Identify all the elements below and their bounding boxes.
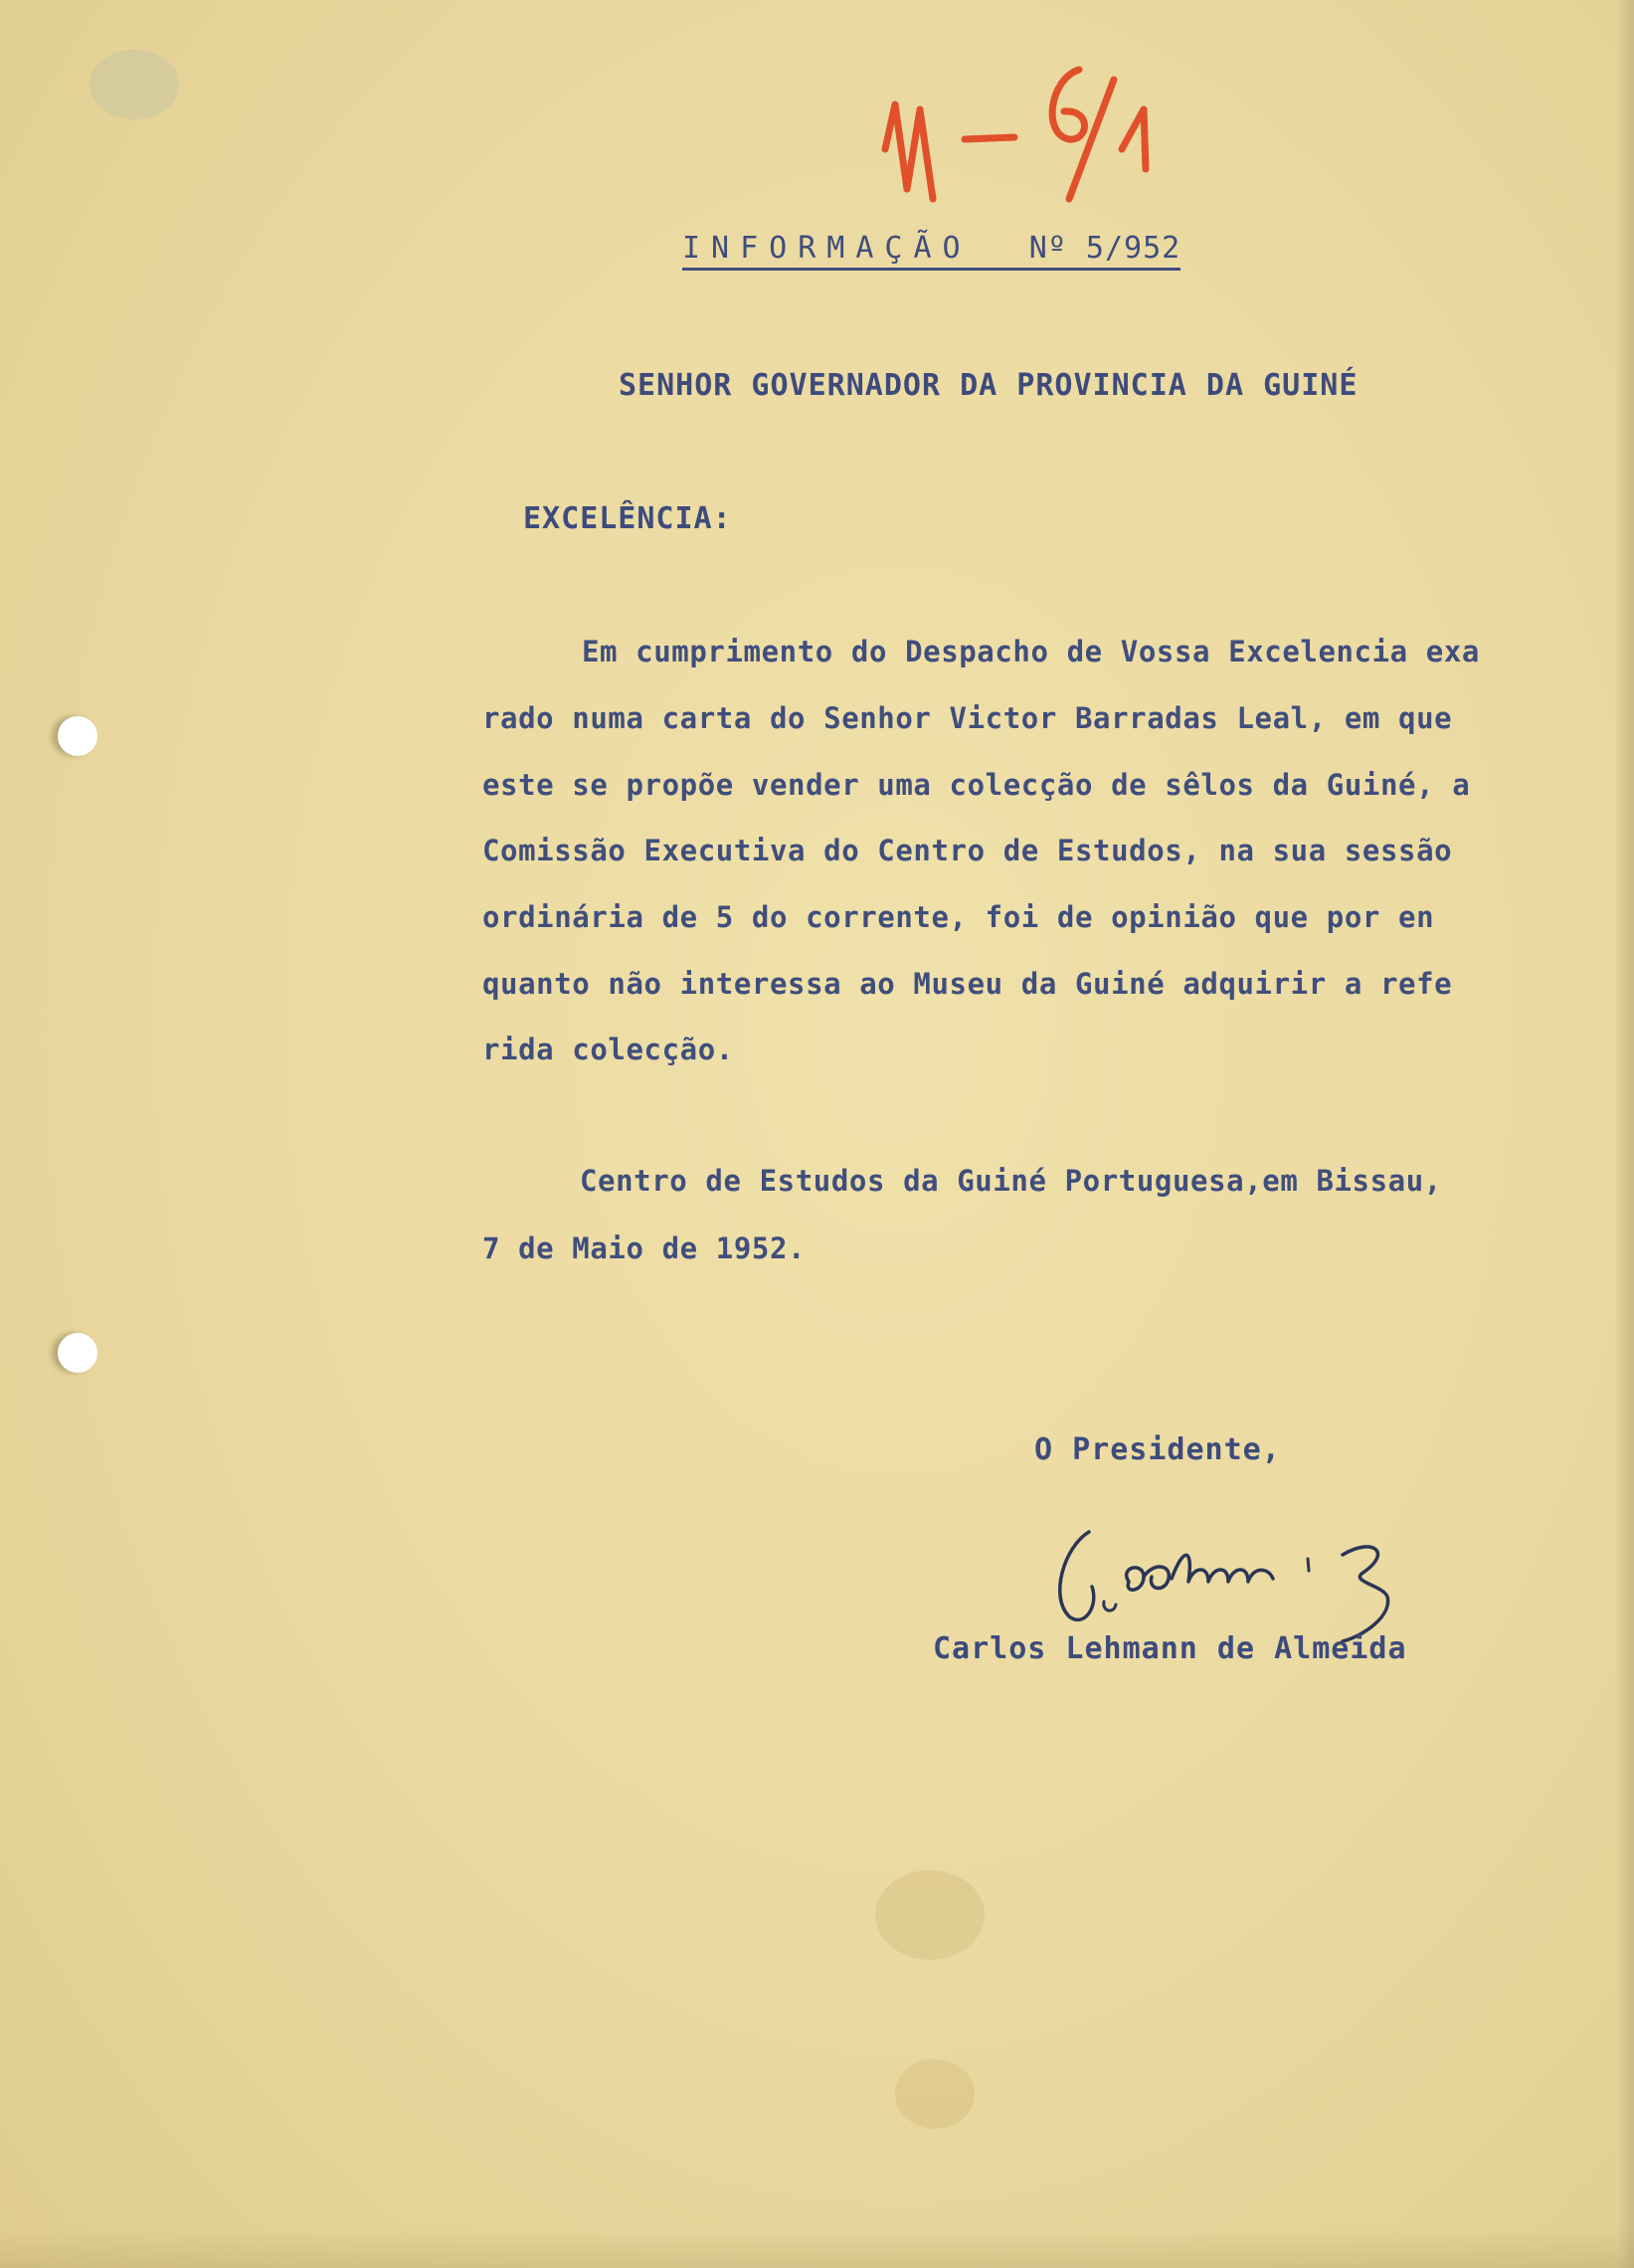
body-line: quanto não interessa ao Museu da Guiné adquirir a refe xyxy=(482,967,1453,1001)
punch-hole-bottom xyxy=(58,1333,97,1373)
document-title xyxy=(682,231,1180,271)
title-label: INFORMAÇÃO xyxy=(682,231,972,266)
body-line: rida colecção. xyxy=(482,1033,734,1066)
closing: O Presidente, xyxy=(1034,1432,1281,1467)
place-line: Centro de Estudos da Guiné Portuguesa,em Bissau, xyxy=(580,1164,1442,1198)
salutation: EXCELÊNCIA: xyxy=(523,501,732,536)
punch-hole-top xyxy=(58,716,97,756)
paper-stain xyxy=(895,2059,975,2129)
body-line: Em cumprimento do Despacho de Vossa Excelencia exa xyxy=(582,635,1480,668)
body-line: rado numa carta do Senhor Victor Barradas Leal, em que xyxy=(482,701,1453,735)
body-line: ordinária de 5 do corrente, foi de opinião que por en xyxy=(482,900,1435,934)
paper-shadow xyxy=(0,2228,1634,2268)
paper-stain xyxy=(875,1870,985,1960)
body-line: este se propõe vender uma colecção de sêlos da Guiné, a xyxy=(482,768,1471,802)
title-number: Nº 5/952 xyxy=(1028,231,1181,266)
paper-edge xyxy=(1616,0,1634,2268)
date-line: 7 de Maio de 1952. xyxy=(482,1231,807,1265)
addressee: SENHOR GOVERNADOR DA PROVINCIA DA GUINÉ xyxy=(619,368,1359,403)
paper-stain xyxy=(90,50,179,119)
archive-mark-red-pencil xyxy=(865,40,1183,219)
body-line: Comissão Executiva do Centro de Estudos, na sua sessão xyxy=(482,834,1453,867)
signatory-name: Carlos Lehmann de Almeida xyxy=(933,1631,1407,1666)
